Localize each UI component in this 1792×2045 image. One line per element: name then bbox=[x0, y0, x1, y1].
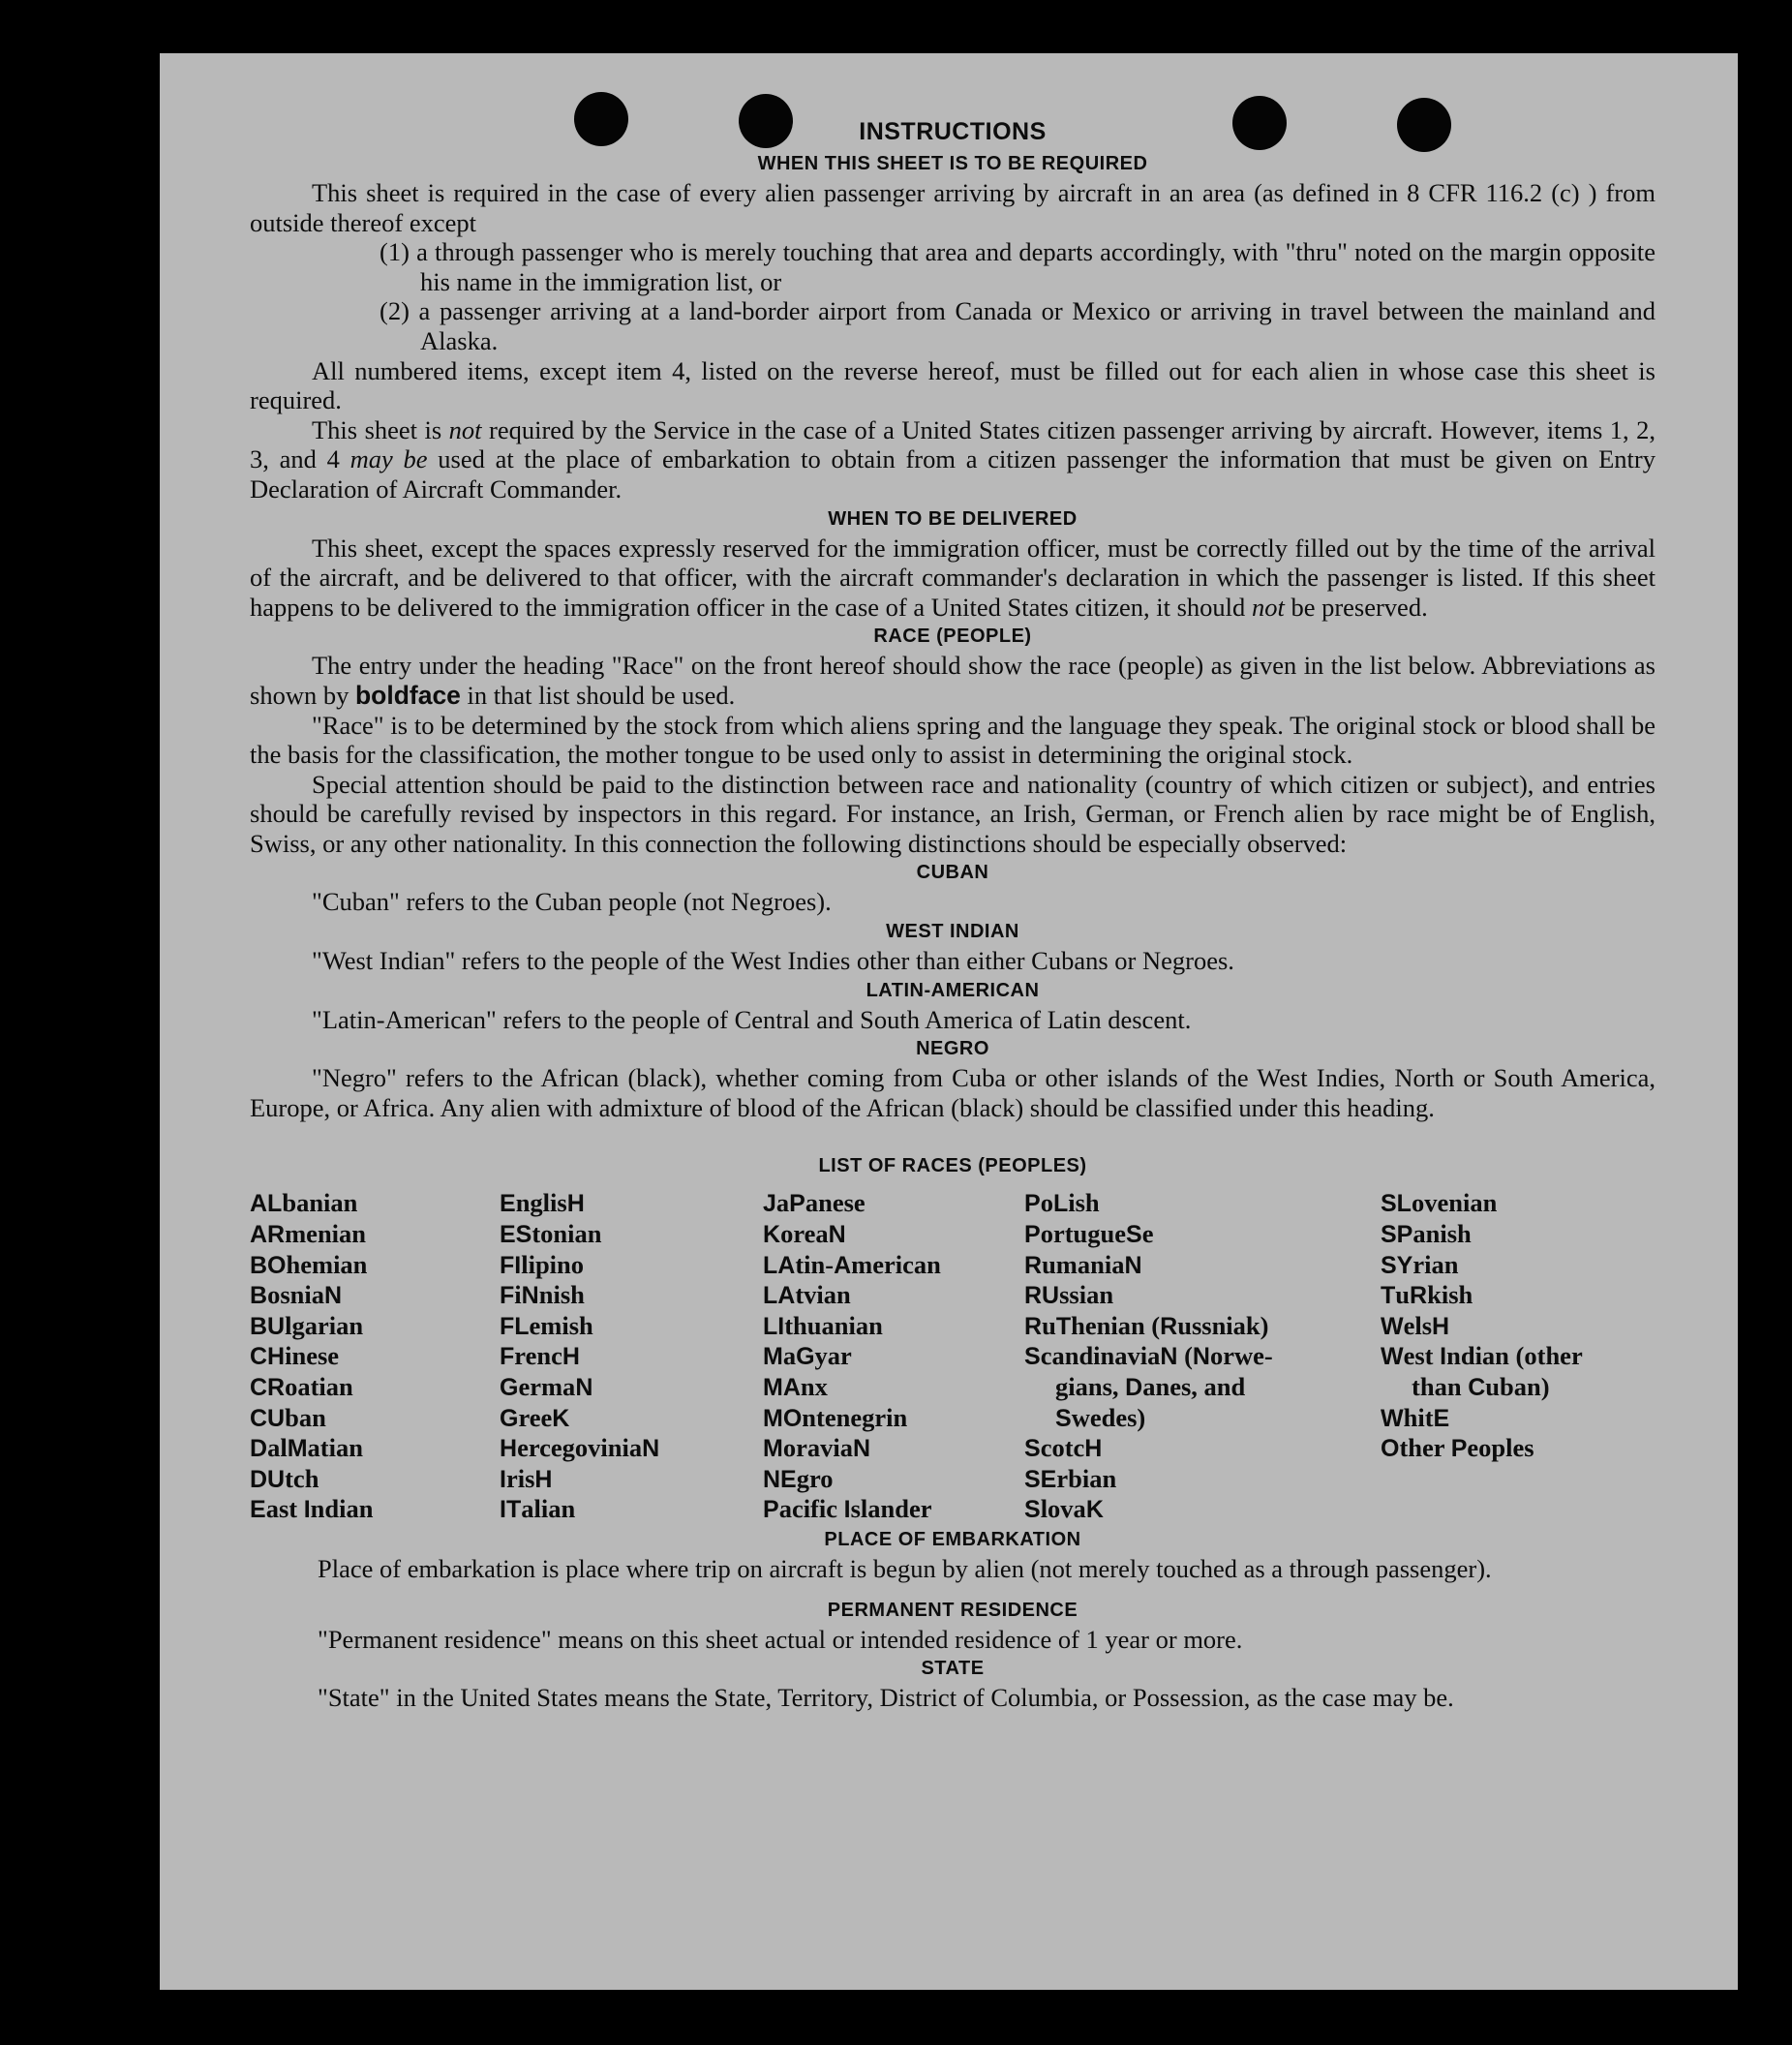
race-item: IrisH bbox=[500, 1463, 553, 1493]
race-item: CUban bbox=[250, 1402, 326, 1432]
race-item: ScandinaviaN (Norwe- bbox=[1024, 1341, 1273, 1371]
race-item: BosniaN bbox=[250, 1280, 343, 1310]
races-column bbox=[1024, 1188, 1381, 1525]
race-item: FLemish bbox=[500, 1310, 593, 1340]
race-item: SErbian bbox=[1024, 1463, 1117, 1493]
race-item: SLovenian bbox=[1381, 1188, 1498, 1218]
list-of-races-heading: LIST OF RACES (PEOPLES) bbox=[818, 1155, 1087, 1177]
race-item: DalMatian bbox=[250, 1433, 363, 1463]
race-item: than Cuban) bbox=[1412, 1372, 1550, 1401]
subheading-latin-american: LATIN-AMERICAN bbox=[866, 979, 1040, 1001]
paragraph: "Latin-American" refers to the people of Central and South America of Latin descent. bbox=[312, 1004, 1192, 1034]
subheading-cuban: CUBAN bbox=[916, 862, 989, 884]
race-item: Pacific Islander bbox=[763, 1494, 932, 1524]
list-item: (2) a passenger arriving at a land-border airport from Canada or Mexico or arriving in travel between the mainland and Alaska. bbox=[380, 296, 1655, 355]
race-item: FIlipino bbox=[500, 1249, 585, 1279]
section-heading-embarkation: PLACE OF EMBARKATION bbox=[824, 1528, 1081, 1550]
section-heading-state: STATE bbox=[921, 1658, 985, 1680]
race-item: MaGyar bbox=[763, 1341, 852, 1371]
race-item: FrencH bbox=[500, 1341, 580, 1371]
race-item: ITalian bbox=[500, 1494, 576, 1524]
section-heading-required: WHEN THIS SHEET IS TO BE REQUIRED bbox=[757, 153, 1148, 174]
paragraph: "Negro" refers to the African (black), whether coming from Cuba or other islands of the West Indies, North or South America, Europe, or Africa. Any alien with admixture of blood of the African (black) should be classified under this heading. bbox=[250, 1063, 1655, 1122]
races-table bbox=[250, 1188, 1655, 1525]
paragraph: Place of embarkation is place where trip on aircraft is begun by alien (not merely touched as a through passenger). bbox=[318, 1553, 1492, 1583]
race-item: WelsH bbox=[1381, 1310, 1450, 1340]
race-item: East Indian bbox=[250, 1494, 374, 1524]
section-heading-race: RACE (PEOPLE) bbox=[873, 626, 1032, 648]
race-item: KoreaN bbox=[763, 1219, 846, 1249]
race-item: GermaN bbox=[500, 1372, 593, 1401]
race-item: WhitE bbox=[1381, 1402, 1450, 1432]
race-item: CRoatian bbox=[250, 1372, 353, 1401]
race-item: MoraviaN bbox=[763, 1433, 871, 1463]
race-item: LAtin-American bbox=[763, 1249, 941, 1279]
race-item: GreeK bbox=[500, 1402, 570, 1432]
paragraph: "Race" is to be determined by the stock from which aliens spring and the language they speak. The original stock or blood shall be the basis for the classification, the mother tongue to be used only to assist in determining the original stock. bbox=[250, 710, 1655, 770]
paragraph: This sheet is required in the case of every alien passenger arriving by aircraft in an area (as defined in 8 CFR 116.2 (c) ) from outside thereof except bbox=[250, 178, 1655, 237]
race-item: MOntenegrin bbox=[763, 1402, 908, 1432]
races-column bbox=[763, 1188, 1024, 1525]
document-content bbox=[250, 114, 1655, 1713]
race-item: HercegoviniaN bbox=[500, 1433, 660, 1463]
paragraph: "State" in the United States means the State, Territory, District of Columbia, or Possession, as the case may be. bbox=[318, 1683, 1454, 1713]
race-item: DUtch bbox=[250, 1463, 319, 1493]
subheading-west-indian: WEST INDIAN bbox=[886, 921, 1019, 943]
race-item: CHinese bbox=[250, 1341, 340, 1371]
subheading-negro: NEGRO bbox=[916, 1038, 989, 1060]
race-item: ALbanian bbox=[250, 1188, 358, 1218]
race-item: SYrian bbox=[1381, 1249, 1459, 1279]
race-item: EStonian bbox=[500, 1219, 602, 1249]
paragraph: This sheet, except the spaces expressly reserved for the immigration officer, must be correctly filled out by the time of the arrival of the aircraft, and be delivered to that officer, with the aircraft commander's declaration in which the passenger is listed. If this sheet happens to be delivered to the immigration officer in the case of a United States citizen, it should not be preserved. bbox=[250, 533, 1655, 622]
page-title: INSTRUCTIONS bbox=[859, 118, 1047, 145]
list-item: (1) a through passenger who is merely touching that area and departs accordingly, with "thru" noted on the margin opposite his name in the immigration list, or bbox=[380, 237, 1655, 296]
paragraph: Special attention should be paid to the distinction between race and nationality (country of which citizen or subject), and entries should be carefully revised by inspectors in this regard. For instance, an Irish, German, or French alien by race might be of English, Swiss, or any other nationality. In this connection the following distinctions should be especially observed: bbox=[250, 769, 1655, 858]
race-item: LAtvian bbox=[763, 1280, 851, 1310]
races-column bbox=[1381, 1188, 1652, 1525]
race-item: Other Peoples bbox=[1381, 1433, 1534, 1463]
race-item: RumaniaN bbox=[1024, 1249, 1142, 1279]
race-item: RUssian bbox=[1024, 1280, 1114, 1310]
race-item: gians, Danes, and bbox=[1055, 1372, 1246, 1401]
race-item: RuThenian (Russniak) bbox=[1024, 1310, 1269, 1340]
race-item: LIthuanian bbox=[763, 1310, 883, 1340]
paragraph: "Cuban" refers to the Cuban people (not Negroes). bbox=[312, 887, 832, 917]
paragraph: "West Indian" refers to the people of the West Indies other than either Cubans or Negroes. bbox=[312, 946, 1234, 976]
race-item: EnglisH bbox=[500, 1188, 585, 1218]
race-item: West Indian (other bbox=[1381, 1341, 1583, 1371]
section-heading-delivered: WHEN TO BE DELIVERED bbox=[828, 507, 1078, 530]
race-item: PoLish bbox=[1024, 1188, 1100, 1218]
race-item: MAnx bbox=[763, 1372, 828, 1401]
paragraph: The entry under the heading "Race" on the front hereof should show the race (people) as given in the list below. Abbreviations as shown by boldface in that list should be used. bbox=[250, 651, 1655, 710]
race-item: TuRkish bbox=[1381, 1280, 1473, 1310]
paragraph: All numbered items, except item 4, listed on the reverse hereof, must be filled out for each alien in whose case this sheet is required. bbox=[250, 355, 1655, 415]
race-item: BUlgarian bbox=[250, 1310, 364, 1340]
race-item: NEgro bbox=[763, 1463, 834, 1493]
race-item: SPanish bbox=[1381, 1219, 1472, 1249]
race-item: JaPanese bbox=[763, 1188, 866, 1218]
section-heading-residence: PERMANENT RESIDENCE bbox=[827, 1599, 1078, 1621]
race-item: FiNnish bbox=[500, 1280, 585, 1310]
races-column bbox=[500, 1188, 763, 1525]
paragraph: "Permanent residence" means on this sheet actual or intended residence of 1 year or more. bbox=[318, 1624, 1243, 1654]
paragraph: This sheet is not required by the Service in the case of a United States citizen passenger arriving by aircraft. However, items 1, 2, 3, and 4 may be used at the place of embarkation to obtain from a citizen passenger the information that must be given on Entry Declaration of Aircraft Commander. bbox=[250, 414, 1655, 504]
race-item: SlovaK bbox=[1024, 1494, 1104, 1524]
race-item: Swedes) bbox=[1055, 1402, 1146, 1432]
race-item: BOhemian bbox=[250, 1249, 368, 1279]
race-item: PortugueSe bbox=[1024, 1219, 1154, 1249]
race-item: ARmenian bbox=[250, 1219, 367, 1249]
race-item: ScotcH bbox=[1024, 1433, 1103, 1463]
races-column bbox=[250, 1188, 500, 1525]
